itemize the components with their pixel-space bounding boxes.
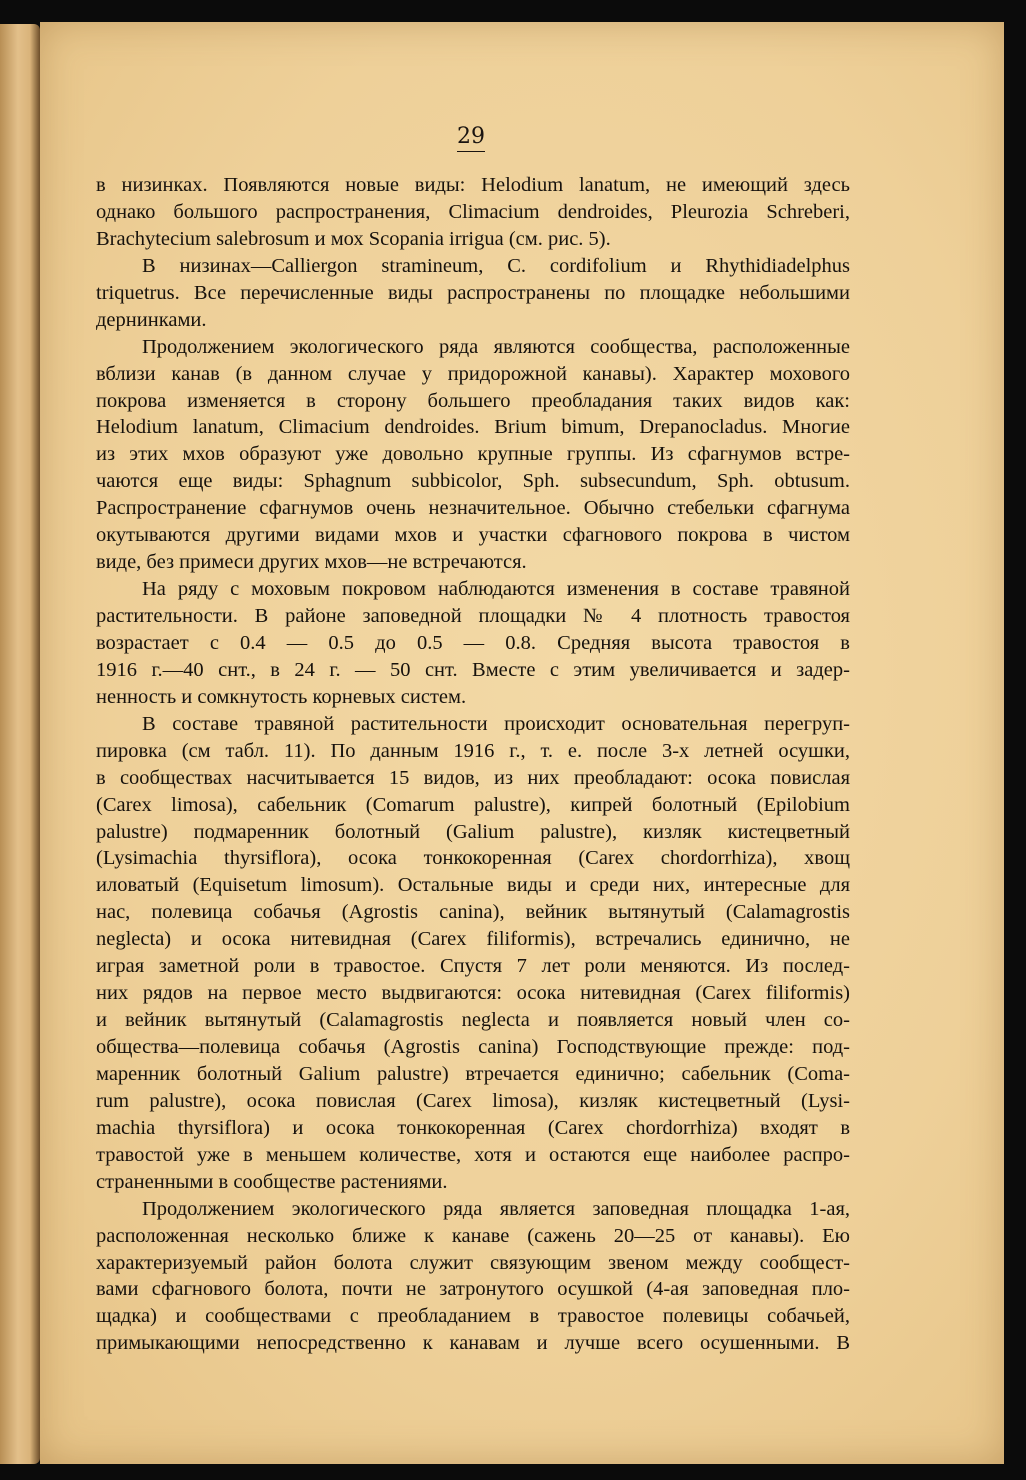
text-line: из этих мхов образуют уже довольно крупные группы. Из сфагнумов встре-	[96, 443, 850, 466]
text-line: Brachytecium salebrosum и мох Scopania irrigua (см. рис. 5).	[96, 227, 611, 250]
body-text	[96, 172, 850, 1357]
text-line: (Lysimachia thyrsiflora), осока тонкокоренная (Carex chordorrhiza), хвощ	[96, 847, 850, 870]
text-line: растительности. В районе заповедной площадки № 4 плотность травостоя	[96, 605, 850, 627]
text-line: примыкающими непосредственно к канавам и лучше всего осушенными. В	[96, 1332, 850, 1355]
text-line: в сообществах насчитывается 15 видов, из них преобладают: осока повислая	[96, 766, 850, 789]
text-line: расположенная несколько ближе к канаве (сажень 20—25 от канавы). Ею	[96, 1224, 850, 1247]
text-line: щадка) и сообществами с преобладанием в травостое полевицы собачьей,	[96, 1305, 850, 1328]
text-line: Продолжением экологического ряда являются сообщества, расположенные	[142, 335, 850, 358]
text-line: иловатый (Equisetum limosum). Остальные виды и среди них, интересные для	[96, 874, 850, 897]
text-line: характеризуемый район болота служит связующим звеном между сообщест-	[96, 1251, 850, 1274]
text-line: На ряду с моховым покровом наблюдаются изменения в составе травяной	[142, 578, 850, 601]
text-line: Helodium lanatum, Climacium dendroides. Brium bimum, Drepanocladus. Многие	[96, 416, 850, 439]
text-line: в низинках. Появляются новые виды: Helodium lanatum, не имеющий здесь	[96, 174, 850, 196]
text-line: Распространение сфагнумов очень незначительное. Обычно стебельки сфагнума	[96, 497, 850, 520]
text-line: дернинками.	[96, 308, 207, 331]
text-line: окутываются другими видами мхов и участки сфагнового покрова в чистом	[96, 524, 850, 547]
text-line: травостой уже в меньшем количестве, хотя и остаются еще наиболее распро-	[96, 1143, 850, 1166]
text-line: В составе травяной растительности происходит основательная перегруп-	[142, 712, 850, 735]
text-line: играя заметной роли в травостое. Спустя 7 лет роли меняются. Из послед-	[96, 955, 850, 978]
text-line: и вейник вытянутый (Calamagrostis neglecta и появляется новый член со-	[96, 1009, 850, 1032]
page-number: 29	[457, 124, 485, 152]
text-line: чаются еще виды: Sphagnum subbicolor, Sph. subsecundum, Sph. obtusum.	[96, 470, 850, 493]
text-line: страненными в сообществе растениями.	[96, 1170, 448, 1193]
text-line: (Carex limosa), сабельник (Comarum palustre), кипрей болотный (Epilobium	[96, 793, 850, 816]
text-line: возрастает с 0.4 — 0.5 до 0.5 — 0.8. Средняя высота травостоя в	[96, 631, 850, 654]
text-line: rum palustre), осока повислая (Carex limosa), кизляк кистецветный (Lysi-	[96, 1089, 850, 1112]
text-line: покрова изменяется в сторону большего преобладания таких видов как:	[96, 389, 850, 412]
text-line: 1916 г.—40 снт., в 24 г. — 50 снт. Вместе с этим увеличивается и задер-	[96, 658, 850, 681]
book-page	[40, 22, 1004, 1464]
text-line: В низинах—Calliergon stramineum, C. cordifolium и Rhythidiadelphus	[142, 254, 850, 277]
text-line: пировка (см табл. 11). По данным 1916 г., т. е. после 3-х летней осушки,	[96, 739, 850, 762]
text-line: нас, полевица собачья (Agrostis canina), вейник вытянутый (Calamagrostis	[96, 901, 850, 924]
text-line: palustre) подмаренник болотный (Galium palustre), кизляк кистецветный	[96, 820, 850, 843]
text-line: виде, без примеси других мхов—не встречаются.	[96, 551, 527, 574]
text-line: вами сфагнового болота, почти не затронутого осушкой (4-ая заповедная пло-	[96, 1278, 850, 1301]
text-line: вблизи канав (в данном случае у придорожной канавы). Характер мохового	[96, 362, 850, 385]
text-line: triquetrus. Все перечисленные виды распространены по площадке небольшими	[96, 281, 850, 304]
text-line: machia thyrsiflora) и осока тонкокоренная (Carex chordorrhiza) входят в	[96, 1116, 850, 1139]
text-line: Продолжением экологического ряда является заповедная площадка 1-ая,	[142, 1197, 850, 1220]
text-line: них рядов на первое место выдвигаются: осока нитевидная (Carex filiformis)	[96, 982, 850, 1005]
text-line: ненность и сомкнутость корневых систем.	[96, 685, 467, 708]
text-line: маренник болотный Galium palustre) втречается единично; сабельник (Coma-	[96, 1062, 850, 1085]
text-line: neglecta) и осока нитевидная (Carex filiformis), встречались единично, не	[96, 928, 850, 951]
previous-page-edge	[0, 24, 40, 1464]
text-line: общества—полевица собачья (Agrostis canina) Господствующие прежде: под-	[96, 1036, 850, 1058]
text-line: однако большого распространения, Climacium dendroides, Pleurozia Schreberi,	[96, 200, 850, 223]
